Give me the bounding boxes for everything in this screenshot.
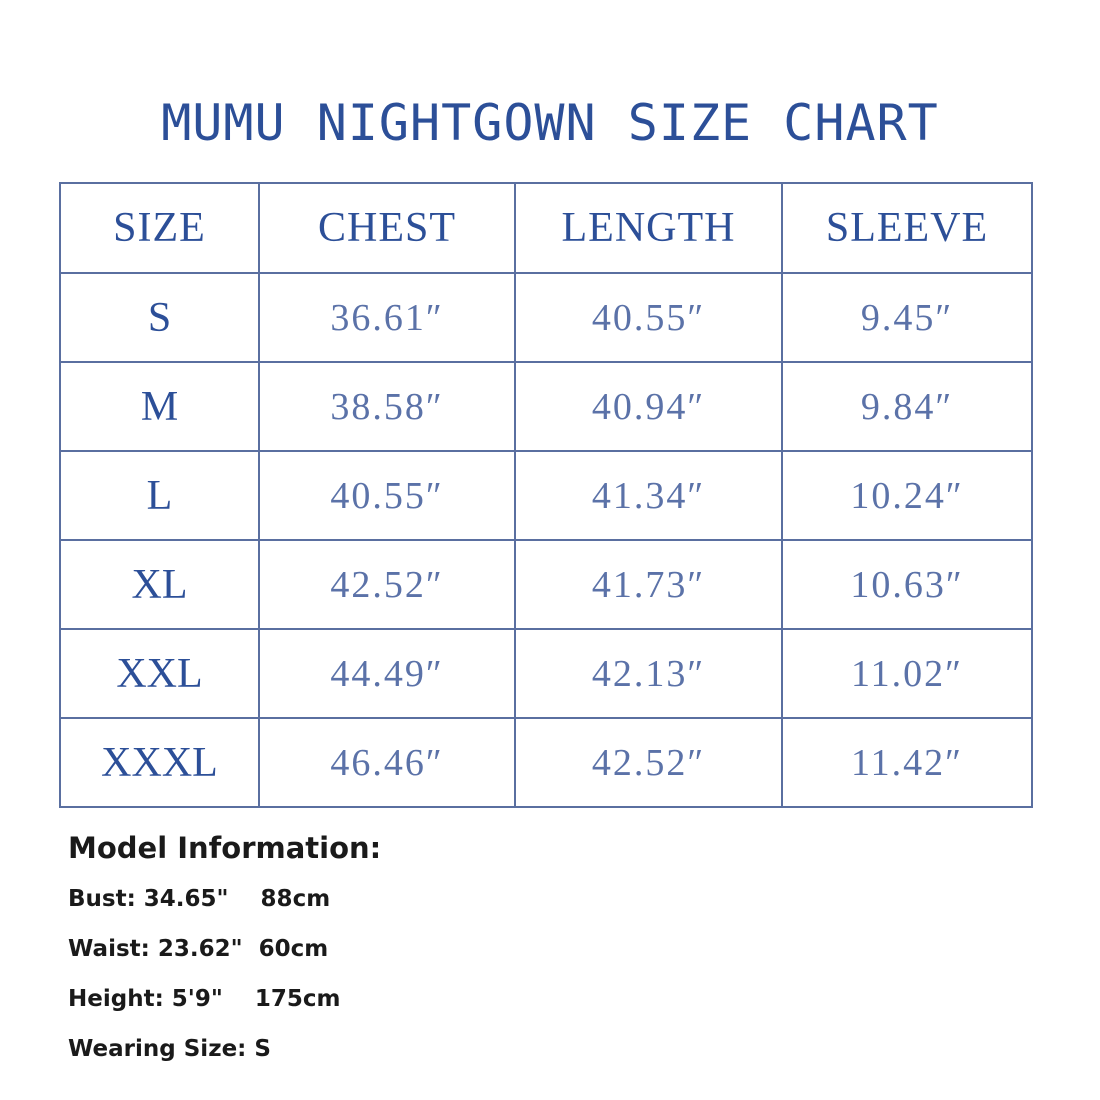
header-size: SIZE xyxy=(60,183,259,273)
length-cell: 42.52″ xyxy=(515,718,782,807)
model-height: Height: 5'9" 175cm xyxy=(68,986,341,1012)
sleeve-cell: 11.02″ xyxy=(782,629,1032,718)
size-cell: XXXL xyxy=(60,718,259,807)
length-cell: 42.13″ xyxy=(515,629,782,718)
table-row xyxy=(60,451,1032,540)
sleeve-cell: 9.84″ xyxy=(782,362,1032,451)
table-header-row xyxy=(60,183,1032,273)
table-row xyxy=(60,540,1032,629)
model-information xyxy=(68,826,381,1074)
page-title: MUMU NIGHTGOWN SIZE CHART xyxy=(161,94,939,152)
sleeve-cell: 10.63″ xyxy=(782,540,1032,629)
header-chest: CHEST xyxy=(259,183,515,273)
size-cell: S xyxy=(60,273,259,362)
model-waist: Waist: 23.62" 60cm xyxy=(68,936,329,962)
model-bust: Bust: 34.65" 88cm xyxy=(68,886,331,912)
chest-cell: 42.52″ xyxy=(259,540,515,629)
chest-cell: 40.55″ xyxy=(259,451,515,540)
table-row xyxy=(60,362,1032,451)
size-cell: L xyxy=(60,451,259,540)
size-cell: XXL xyxy=(60,629,259,718)
length-cell: 40.55″ xyxy=(515,273,782,362)
table-row xyxy=(60,629,1032,718)
header-length: LENGTH xyxy=(515,183,782,273)
length-cell: 40.94″ xyxy=(515,362,782,451)
sleeve-cell: 11.42″ xyxy=(782,718,1032,807)
model-wearing-size: Wearing Size: S xyxy=(68,1036,271,1062)
chest-cell: 38.58″ xyxy=(259,362,515,451)
chest-cell: 36.61″ xyxy=(259,273,515,362)
chest-cell: 46.46″ xyxy=(259,718,515,807)
model-info-heading: Model Information: xyxy=(68,831,382,865)
size-cell: M xyxy=(60,362,259,451)
header-sleeve: SLEEVE xyxy=(782,183,1032,273)
table-row xyxy=(60,718,1032,807)
sleeve-cell: 10.24″ xyxy=(782,451,1032,540)
sleeve-cell: 9.45″ xyxy=(782,273,1032,362)
size-cell: XL xyxy=(60,540,259,629)
size-table xyxy=(59,182,1033,808)
table-row xyxy=(60,273,1032,362)
length-cell: 41.34″ xyxy=(515,451,782,540)
chest-cell: 44.49″ xyxy=(259,629,515,718)
length-cell: 41.73″ xyxy=(515,540,782,629)
